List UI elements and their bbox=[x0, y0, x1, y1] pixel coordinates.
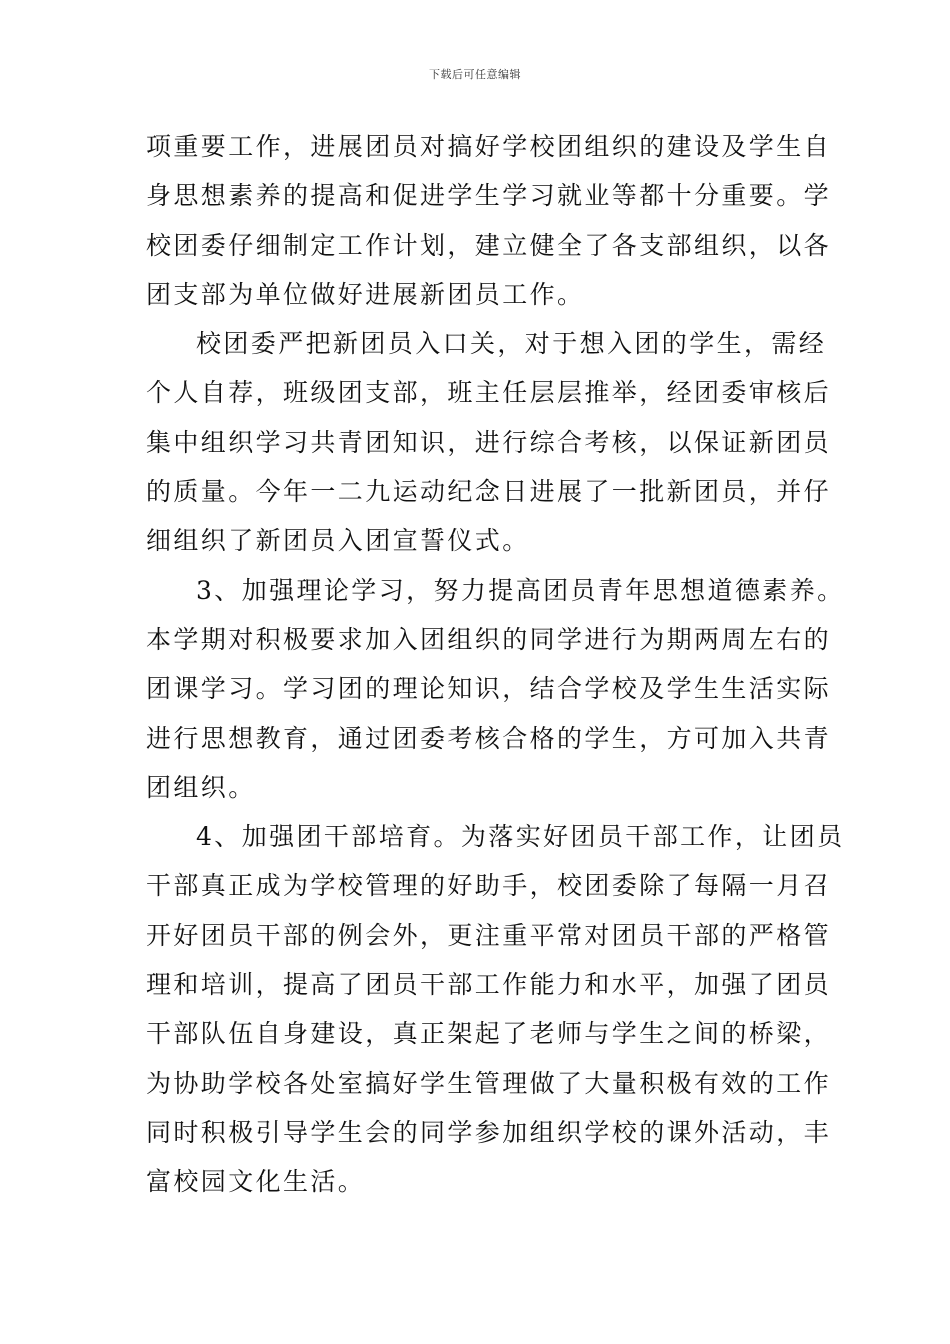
text-line: 团组织。 bbox=[146, 772, 256, 802]
text-line: 的质量。今年一二九运动纪念日进展了一批新团员，并仔 bbox=[146, 477, 832, 507]
text-line: 同时积极引导学生会的同学参加组织学校的课外活动，丰 bbox=[146, 1117, 832, 1147]
text-line: 项重要工作，进展团员对搞好学校团组织的建设及学生自 bbox=[146, 132, 832, 161]
text-line: 理和培训，提高了团员干部工作能力和水平，加强了团员 bbox=[146, 970, 832, 1000]
text-line: 细组织了新团员入团宣誓仪式。 bbox=[146, 526, 530, 556]
text-line: 个人自荐，班级团支部，班主任层层推举，经团委审核后 bbox=[146, 378, 832, 408]
text-line: 集中组织学习共青团知识，进行综合考核，以保证新团员 bbox=[146, 427, 832, 457]
text-line: 团课学习。学习团的理论知识，结合学校及学生生活实际 bbox=[146, 674, 832, 704]
text-line: 干部真正成为学校管理的好助手，校团委除了每隔一月召 bbox=[146, 871, 832, 901]
text-line: 开好团员干部的例会外，更注重平常对团员干部的严格管 bbox=[146, 920, 832, 950]
document-body bbox=[146, 122, 845, 1207]
text-line: 团支部为单位做好进展新团员工作。 bbox=[146, 279, 585, 309]
text-line: 富校园文化生活。 bbox=[146, 1167, 366, 1197]
paragraph-first-line: 校团委严把新团员入口关，对于想入团的学生，需经 bbox=[196, 329, 827, 359]
header-note: 下载后可任意编辑 bbox=[429, 68, 521, 81]
text-line: 进行思想教育，通过团委考核合格的学生，方可加入共青 bbox=[146, 723, 832, 753]
text-line: 干部队伍自身建设，真正架起了老师与学生之间的桥梁， bbox=[146, 1019, 832, 1049]
text-line: 身思想素养的提高和促进学生学习就业等都十分重要。学 bbox=[146, 181, 832, 211]
text-line: 本学期对积极要求加入团组织的同学进行为期两周左右的 bbox=[146, 624, 832, 654]
text-line: 为协助学校各处室搞好学生管理做了大量积极有效的工作 bbox=[146, 1068, 832, 1098]
text-line: 校团委仔细制定工作计划，建立健全了各支部组织，以各 bbox=[146, 230, 832, 260]
paragraph-first-line: 4、加强团干部培育。为落实好团员干部工作，让团员 bbox=[196, 822, 845, 852]
paragraph-first-line: 3、加强理论学习，努力提高团员青年思想道德素养。 bbox=[196, 575, 845, 605]
